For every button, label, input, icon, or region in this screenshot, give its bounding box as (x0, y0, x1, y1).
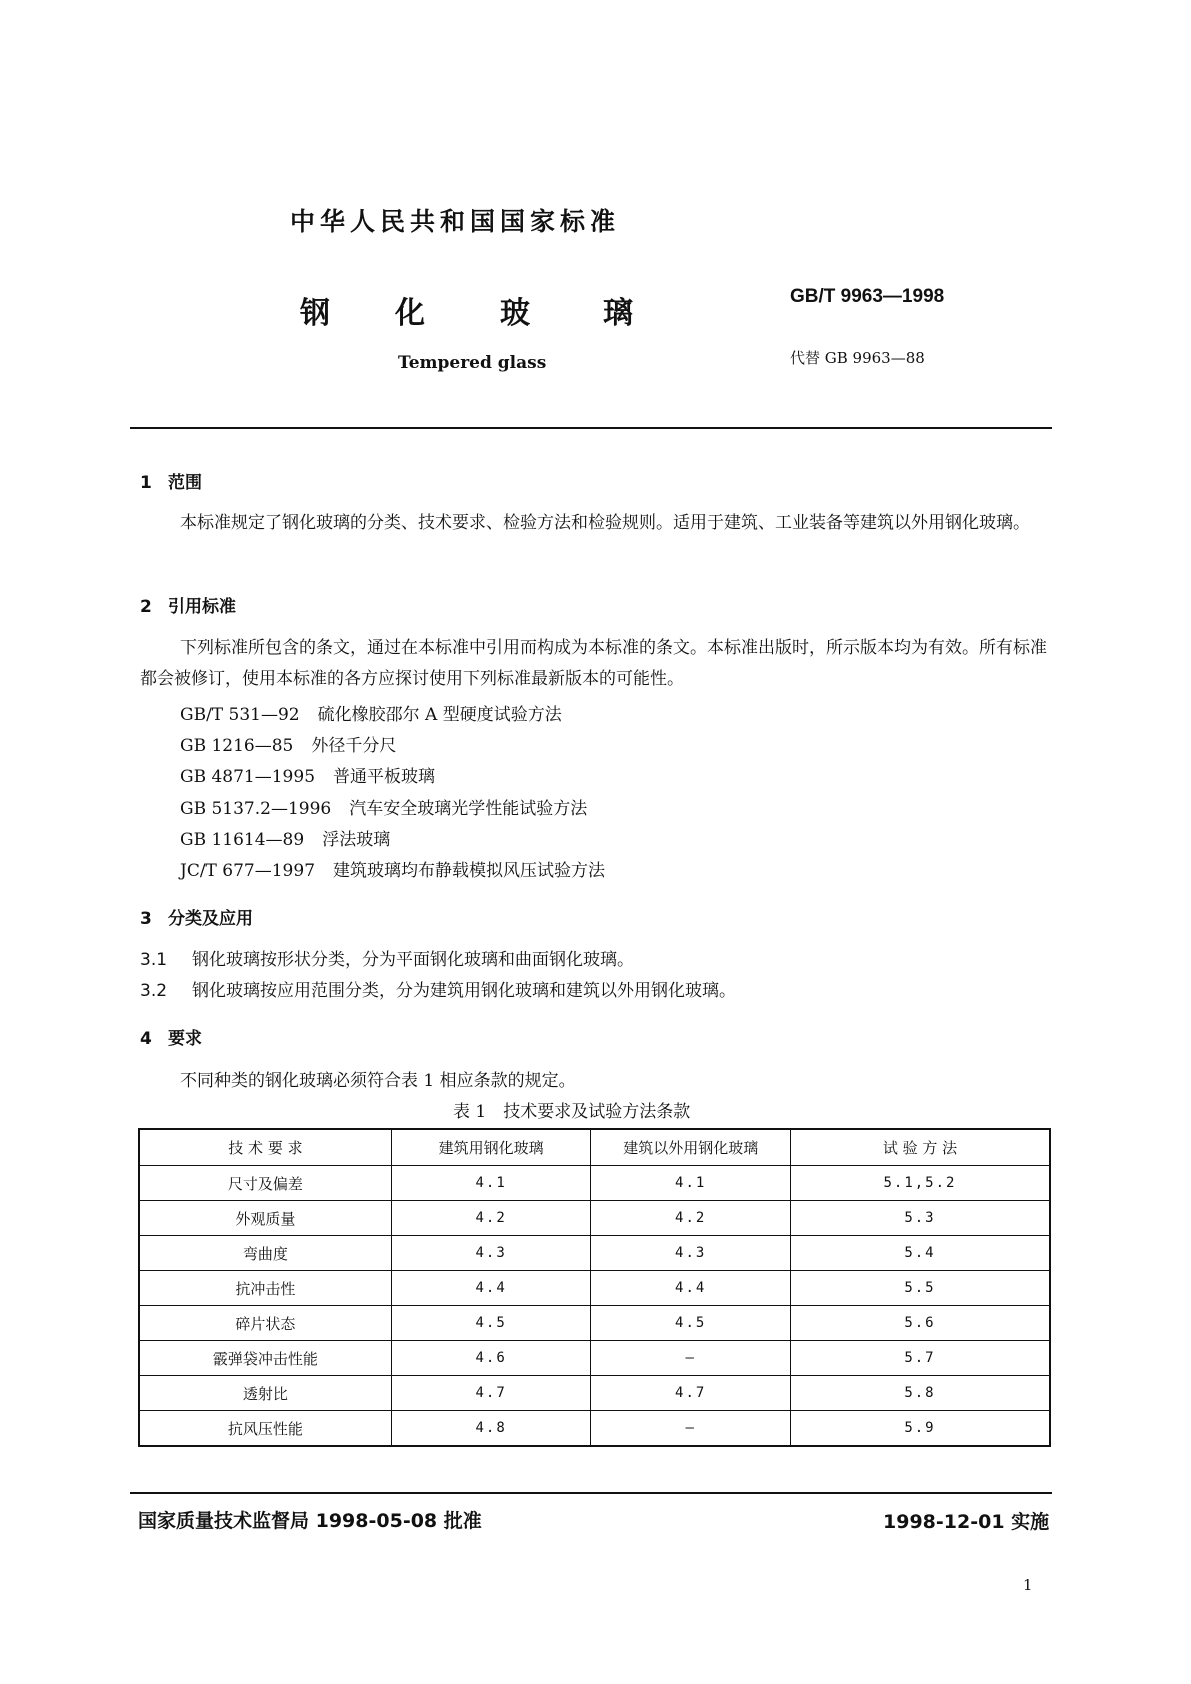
table-cell: 外观质量 (139, 1201, 391, 1236)
clause-number: 3.2 (140, 981, 168, 1001)
table-cell: 4.7 (391, 1376, 591, 1411)
table-cell: 4.2 (391, 1201, 591, 1236)
reference-item (180, 731, 396, 756)
table-row (139, 1341, 1050, 1376)
column-header: 建筑以外用钢化玻璃 (591, 1129, 791, 1166)
clause (140, 945, 634, 970)
document-header (0, 0, 1191, 430)
clause-text: 钢化玻璃按形状分类，分为平面钢化玻璃和曲面钢化玻璃。 (192, 950, 634, 970)
standard-number: GB/T 9963—1998 (790, 286, 945, 307)
requirements-table (138, 1128, 1051, 1447)
table-cell: 5.4 (790, 1236, 1050, 1271)
section-title: 范围 (168, 473, 202, 493)
reference-code: GB/T 531—92 (180, 705, 300, 725)
table-cell: 4.8 (391, 1411, 591, 1447)
reference-title: 浮法玻璃 (322, 830, 391, 850)
table-caption: 表 1 技术要求及试验方法条款 (453, 1102, 691, 1122)
section-title: 引用标准 (168, 597, 236, 617)
table-cell: 4.5 (391, 1306, 591, 1341)
approval-line: 国家质量技术监督局 1998-05-08 批准 (138, 1510, 482, 1532)
table-cell: — (591, 1341, 791, 1376)
column-header: 试 验 方 法 (790, 1129, 1050, 1166)
section-number: 2 (140, 597, 152, 617)
section-paragraph: 下列标准所包含的条文，通过在本标准中引用而构成为本标准的条文。本标准出版时，所示版本均为有效。所有标准都会被修订，使用本标准的各方应探讨使用下列标准最新版本的可能性。 (140, 638, 1047, 689)
table-cell: — (591, 1411, 791, 1447)
national-standard-title: 中华人民共和国国家标准 (290, 207, 621, 236)
reference-item (180, 794, 587, 819)
footer-divider (130, 1492, 1052, 1494)
section-heading (140, 592, 236, 617)
document-title-char: 化 (395, 296, 425, 331)
table-row (139, 1306, 1050, 1341)
reference-item (180, 700, 562, 725)
section-number: 3 (140, 909, 152, 929)
table-row (139, 1411, 1050, 1447)
table-cell: 透射比 (139, 1376, 391, 1411)
column-header: 建筑用钢化玻璃 (391, 1129, 591, 1166)
table-row (139, 1236, 1050, 1271)
table-cell: 4.3 (391, 1236, 591, 1271)
section-heading (140, 1024, 202, 1049)
table-cell: 尺寸及偏差 (139, 1166, 391, 1201)
reference-code: GB 1216—85 (180, 736, 294, 756)
implementation-date: 1998-12-01 实施 (883, 1511, 1050, 1533)
reference-item (180, 762, 435, 787)
table-cell: 4.4 (391, 1271, 591, 1306)
table-cell: 5.5 (790, 1271, 1050, 1306)
section-number: 4 (140, 1029, 152, 1049)
table-header-row (139, 1129, 1050, 1166)
document-title-char: 玻 (500, 296, 530, 331)
clause-number: 3.1 (140, 950, 168, 970)
reference-code: JC/T 677—1997 (180, 861, 316, 881)
table-cell: 4.7 (591, 1376, 791, 1411)
table-cell: 4.5 (591, 1306, 791, 1341)
table-cell: 碎片状态 (139, 1306, 391, 1341)
reference-code: GB 11614—89 (180, 830, 305, 850)
table-cell: 5.7 (790, 1341, 1050, 1376)
table-cell: 抗风压性能 (139, 1411, 391, 1447)
section-title: 要求 (168, 1029, 202, 1049)
table-cell: 霰弹袋冲击性能 (139, 1341, 391, 1376)
table-cell: 5.3 (790, 1201, 1050, 1236)
reference-code: GB 5137.2—1996 (180, 799, 332, 819)
table-row (139, 1376, 1050, 1411)
table-cell: 4.4 (591, 1271, 791, 1306)
table-cell: 4.6 (391, 1341, 591, 1376)
reference-code: GB 4871—1995 (180, 767, 316, 787)
table-row (139, 1166, 1050, 1201)
table-cell: 5.1,5.2 (790, 1166, 1050, 1201)
table-cell: 4.1 (391, 1166, 591, 1201)
english-title: Tempered glass (398, 353, 547, 373)
document-title-char: 璃 (603, 296, 633, 331)
column-header: 技 术 要 求 (139, 1129, 391, 1166)
table-cell: 5.8 (790, 1376, 1050, 1411)
section-heading (140, 904, 253, 929)
table-cell: 4.2 (591, 1201, 791, 1236)
replaces-standard: 代替 GB 9963—88 (790, 349, 925, 367)
reference-title: 汽车安全玻璃光学性能试验方法 (349, 799, 588, 819)
table-cell: 抗冲击性 (139, 1271, 391, 1306)
clause (140, 976, 736, 1001)
section-number: 1 (140, 473, 152, 493)
reference-title: 建筑玻璃均布静载模拟风压试验方法 (333, 861, 606, 881)
reference-title: 外径千分尺 (311, 736, 397, 756)
reference-item (180, 825, 390, 850)
section-title: 分类及应用 (168, 909, 253, 929)
table-cell: 5.6 (790, 1306, 1050, 1341)
reference-item (180, 856, 605, 881)
header-divider (130, 427, 1052, 429)
clause-text: 钢化玻璃按应用范围分类，分为建筑用钢化玻璃和建筑以外用钢化玻璃。 (192, 981, 736, 1001)
table-cell: 弯曲度 (139, 1236, 391, 1271)
table-row (139, 1271, 1050, 1306)
reference-title: 硫化橡胶邵尔 A 型硬度试验方法 (317, 705, 562, 725)
table-cell: 4.1 (591, 1166, 791, 1201)
table-cell: 4.3 (591, 1236, 791, 1271)
section-heading (140, 468, 202, 493)
table-row (139, 1201, 1050, 1236)
table-cell: 5.9 (790, 1411, 1050, 1447)
section-paragraph: 不同种类的钢化玻璃必须符合表 1 相应条款的规定。 (180, 1071, 576, 1091)
page-number: 1 (1023, 1576, 1033, 1594)
section-paragraph: 本标准规定了钢化玻璃的分类、技术要求、检验方法和检验规则。适用于建筑、工业装备等建筑以外用钢化玻璃。 (180, 513, 1030, 533)
document-title-char: 钢 (300, 296, 330, 331)
reference-title: 普通平板玻璃 (333, 767, 436, 787)
